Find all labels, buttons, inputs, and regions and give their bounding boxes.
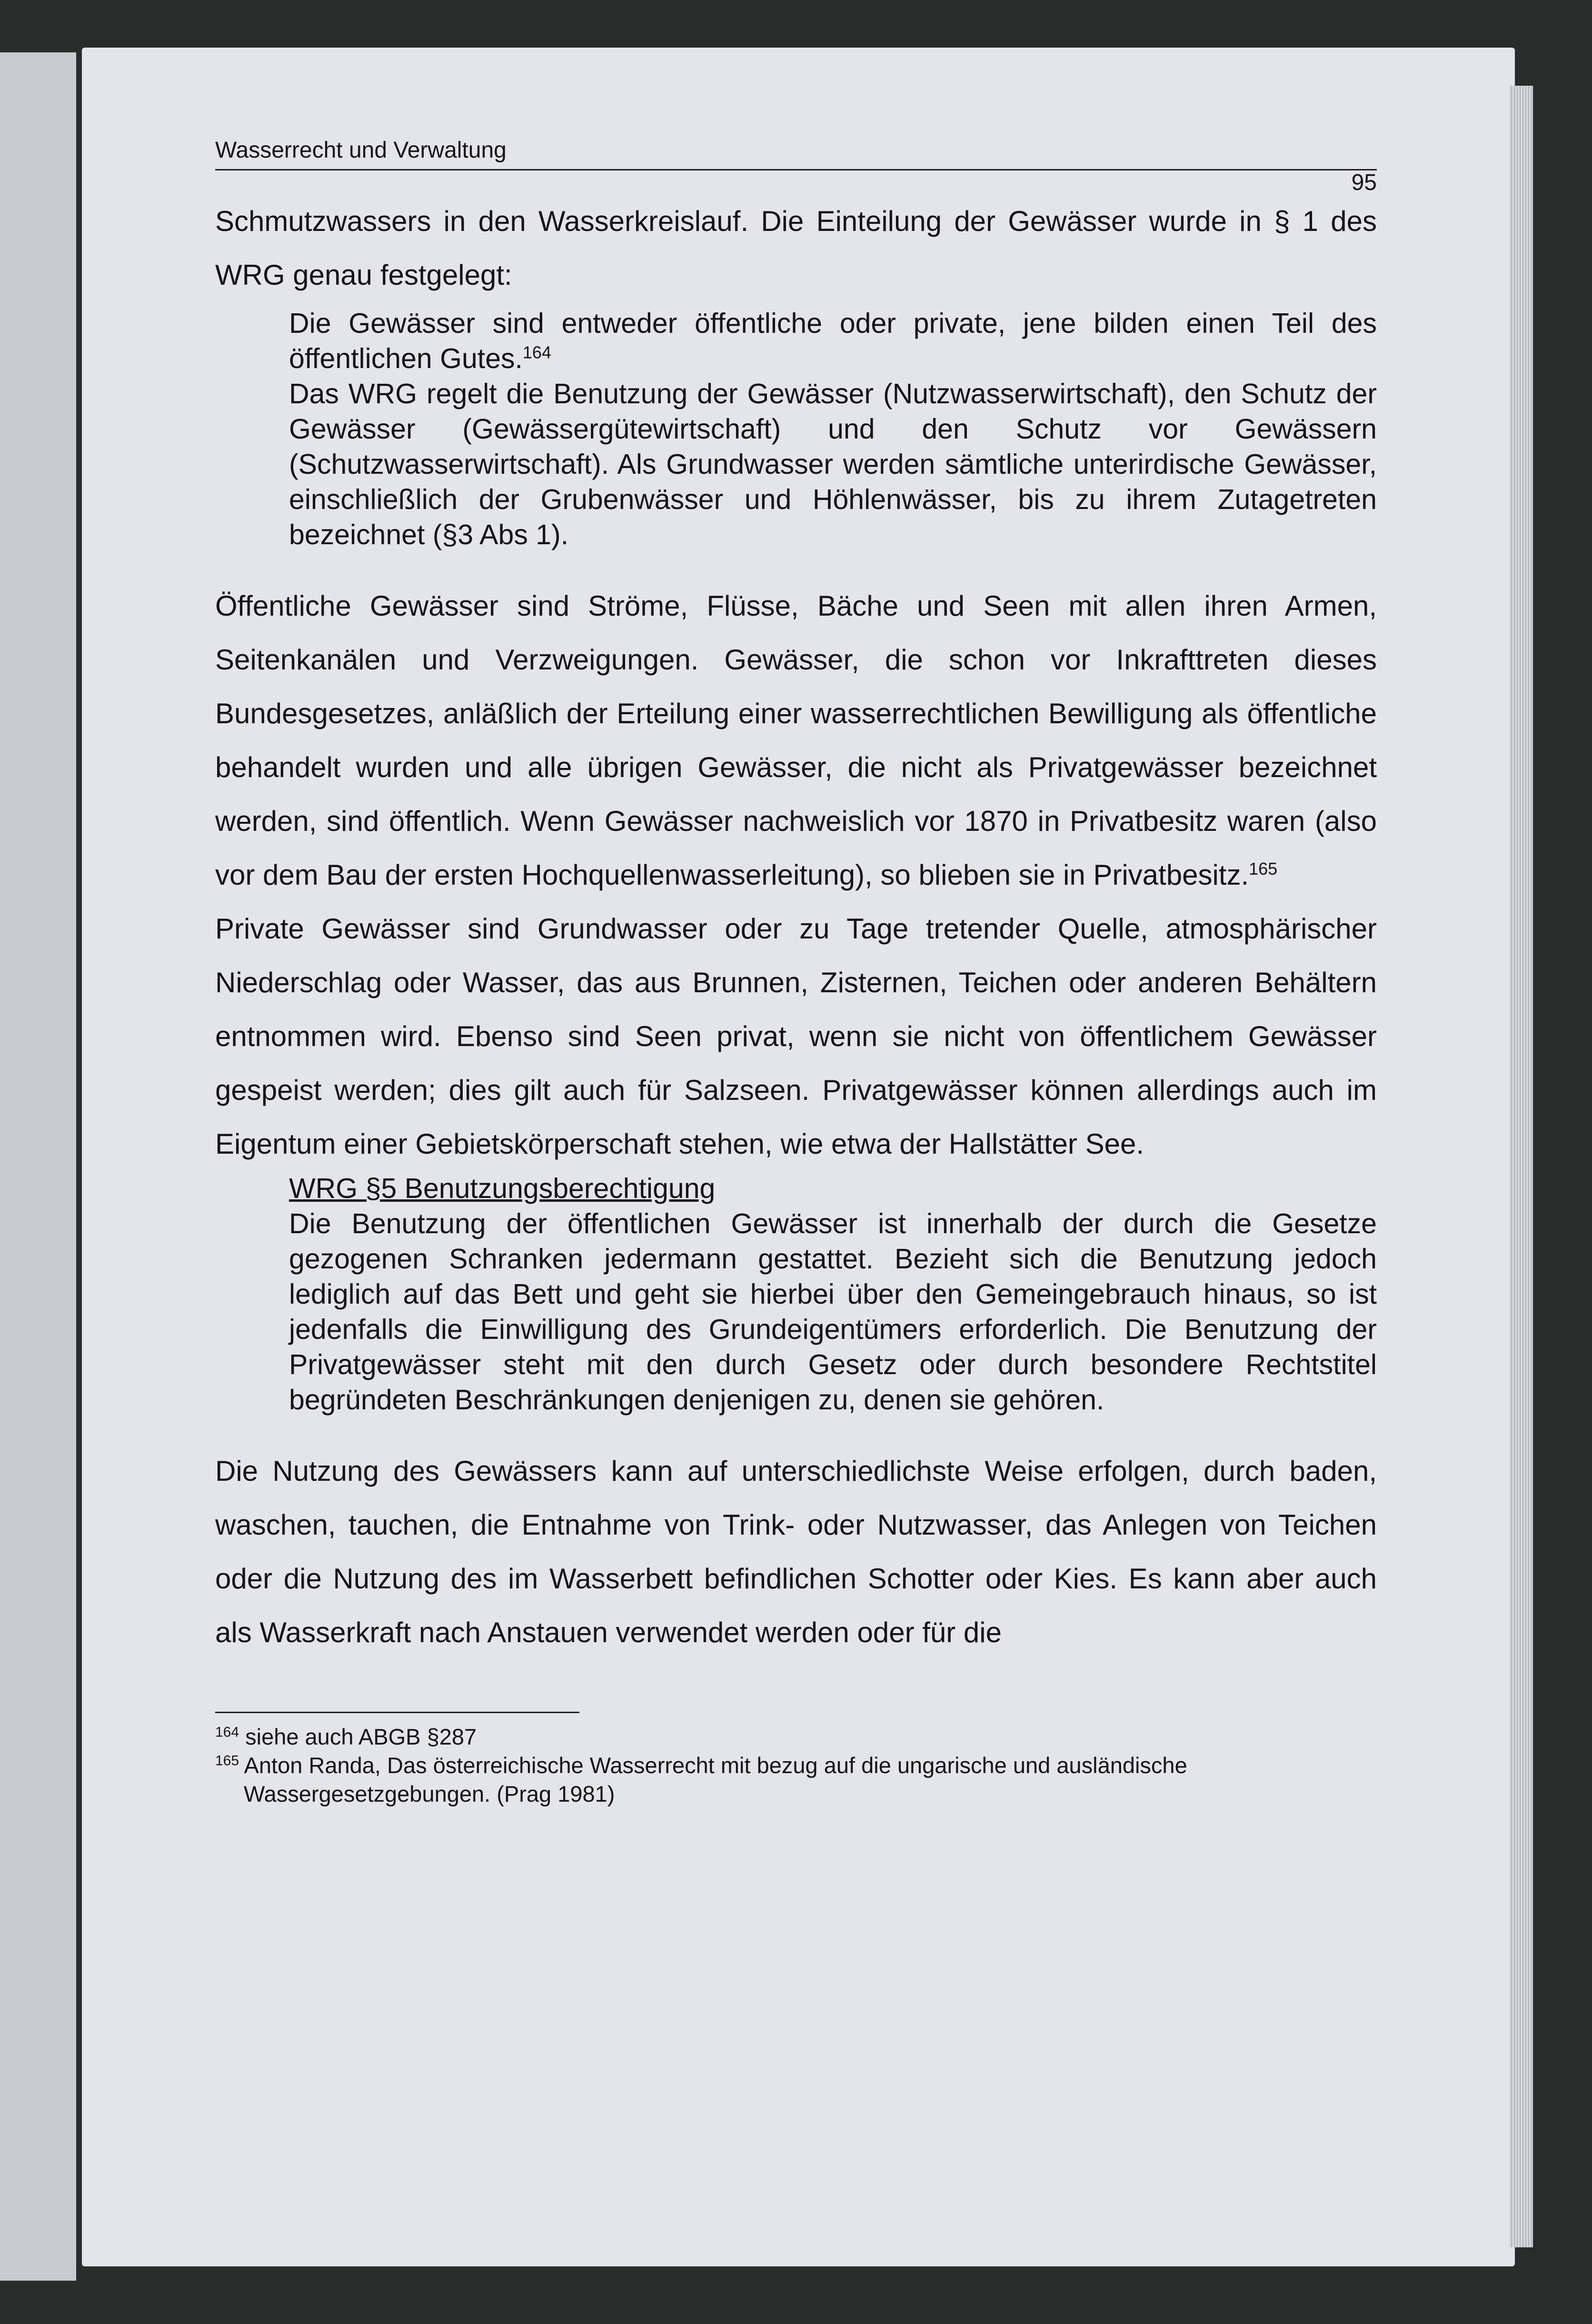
- block-quote-1b: Das WRG regelt die Benutzung der Gewässer (Nutzwasserwirtschaft), den Schutz der Gewässer (Gewässergütewirtschaft) und den Schutz vor Gewässern (Schutzwasserwirtschaft). Als Grundwasser werden sämtliche unterirdische Gewässer, einschließlich der Grubenwässer und Höhlenwässer, bis zu ihrem Zutagetreten bezeichnet (§3 Abs 1).: [289, 378, 1377, 550]
- page-stack-edge: [1509, 86, 1533, 2247]
- footnote-ref: 165: [1249, 859, 1278, 878]
- footnote-number: 164: [215, 1724, 239, 1740]
- block-quote-heading: WRG §5 Benutzungsberechtigung: [289, 1173, 716, 1204]
- paragraph-text: Öffentliche Gewässer sind Ströme, Flüsse, Bäche und Seen mit allen ihren Armen, Seitenkanälen und Verzweigungen. Gewässer, die schon vor Inkrafttreten dieses Bundesgesetzes, anläßlich der Erteilung einer wasserrechtlichen Bewilligung als öffentliche behandelt wurden und alle übrigen Gewässer, die nicht als Privatgewässer bezeichnet werden, sind öffentlich. Wenn Gewässer nachweislich vor 1870 in Privatbesitz waren (also vor dem Bau der ersten Hochquellenwasserleitung), so blieben sie in Privatbesitz.: [215, 590, 1377, 891]
- paragraph-2: [215, 579, 1377, 902]
- block-quote-2: Die Benutzung der öffentlichen Gewässer ist innerhalb der durch die Gesetze gezogenen Schranken jedermann gestattet. Bezieht sich die Benutzung jedoch lediglich auf das Bett und geht sie hierbei über den Gemeingebrauch hinaus, so ist jedenfalls die Einwilligung des Grundeigentümers erforderlich. Die Benutzung der Privatgewässer steht mit den durch Gesetz oder durch besondere Rechtstitel begründeten Beschränkungen denjenigen zu, denen sie gehören.: [289, 1208, 1377, 1416]
- paragraph-1: Schmutzwassers in den Wasserkreislauf. Die Einteilung der Gewässer wurde in § 1 des WRG genau festgelegt:: [215, 205, 1377, 291]
- footnote-164: [215, 1723, 1377, 1751]
- running-header: [215, 121, 1377, 195]
- footnote-165: [215, 1751, 1377, 1808]
- page-number: 95: [1351, 170, 1377, 195]
- footnote-number: 165: [215, 1753, 239, 1769]
- footnote-divider: [215, 1712, 579, 1713]
- footnote-text: siehe auch ABGB §287: [245, 1724, 477, 1749]
- footnote-ref: 164: [522, 342, 551, 362]
- quote-text: Die Gewässer sind entweder öffentliche oder private, jene bilden einen Teil des öffentlichen Gutes.: [289, 308, 1377, 374]
- page-content: [215, 121, 1377, 1808]
- paragraph-4: Die Nutzung des Gewässers kann auf unterschiedlichste Weise erfolgen, durch baden, waschen, tauchen, die Entnahme von Trink- oder Nutzwasser, das Anlegen von Teichen oder die Nutzung des im Wasserbett befindlichen Schotter oder Kies. Es kann aber auch als Wasserkraft nach Anstauen verwendet werden oder für die: [215, 1455, 1377, 1648]
- facing-page-edge: [0, 52, 76, 2281]
- block-quote-1a: [289, 306, 1377, 376]
- running-title: Wasserrecht und Verwaltung: [215, 138, 507, 163]
- paragraph-3: Private Gewässer sind Grundwasser oder zu Tage tretender Quelle, atmosphärischer Niederschlag oder Wasser, das aus Brunnen, Zisternen, Teichen oder anderen Behältern entnommen wird. Ebenso sind Seen privat, wenn sie nicht von öffentlichem Gewässer gespeist werden; dies gilt auch für Salzseen. Privatgewässer können allerdings auch im Eigentum einer Gebietskörperschaft stehen, wie etwa der Hallstätter See.: [215, 913, 1377, 1160]
- footnote-text: Anton Randa, Das österreichische Wasserrecht mit bezug auf die ungarische und ausländische Wassergesetzgebungen. (Prag 1981): [244, 1753, 1187, 1806]
